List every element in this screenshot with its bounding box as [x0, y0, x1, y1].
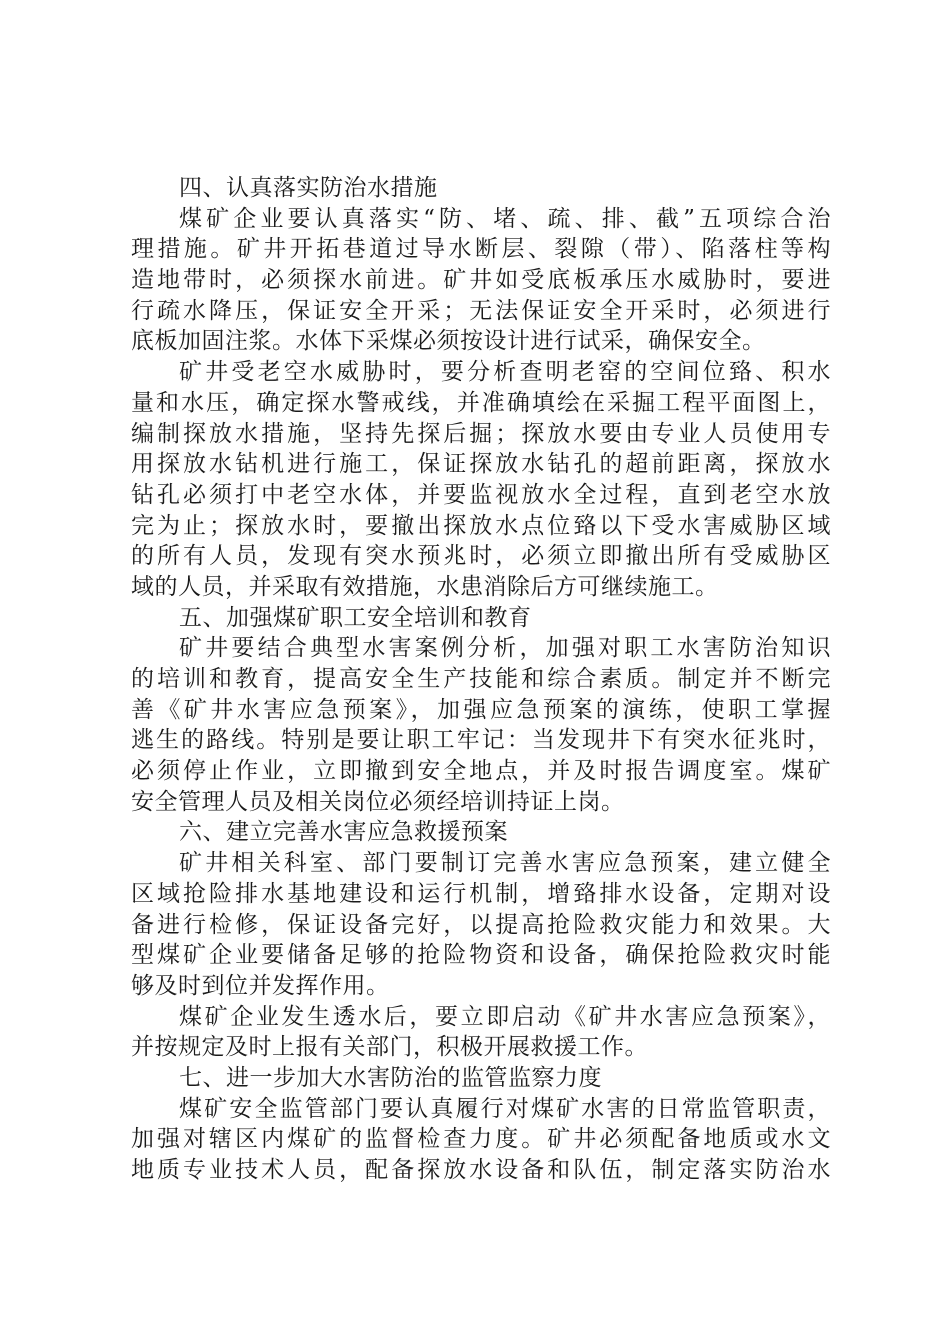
paragraph-line: 用探放水钻机进行施工，保证探放水钻孔的超前距离，探放水 [131, 451, 831, 478]
paragraph-line: 矿井相关科室、部门要制订完善水害应急预案，建立健全 [179, 850, 831, 877]
paragraph-line: 安全管理人员及相关岗位必须经培训持证上岗。 [131, 788, 625, 815]
section-heading-6: 六、建立完善水害应急救援预案 [179, 819, 508, 846]
paragraph-line: 造地带时，必须探水前进。矿井如受底板承压水威胁时，要进 [131, 267, 831, 294]
paragraph-line: 量和水压，确定探水警戒线，并准确填绘在采掘工程平面图上， [131, 389, 831, 416]
section-heading-7: 七、进一步加大水害防治的监管监察力度 [179, 1064, 602, 1091]
paragraph-line: 并按规定及时上报有关部门，积极开展救援工作。 [131, 1034, 648, 1061]
paragraph-line: 煤矿企业要认真落实“防、堵、疏、排、截”五项综合治 [179, 205, 831, 232]
paragraph-line: 域的人员，并采取有效措施，水患消除后方可继续施工。 [131, 573, 719, 600]
section-heading-5: 五、加强煤矿职工安全培训和教育 [179, 604, 532, 631]
paragraph-line: 善《矿井水害应急预案》，加强应急预案的演练，使职工掌握 [131, 696, 831, 723]
paragraph-line: 矿井受老空水威胁时，要分析查明老窑的空间位臵、积水 [179, 359, 831, 386]
paragraph-line: 地质专业技术人员，配备探放水设备和队伍，制定落实防治水 [131, 1157, 831, 1183]
paragraph-line: 编制探放水措施，坚持先探后掘；探放水要由专业人员使用专 [131, 420, 831, 447]
paragraph-line: 逃生的路线。特别是要让职工牢记：当发现井下有突水征兆时， [131, 727, 831, 754]
section-heading-4: 四、认真落实防治水措施 [179, 175, 438, 201]
document-page [131, 173, 831, 1186]
paragraph-line: 的培训和教育，提高安全生产技能和综合素质。制定并不断完 [131, 666, 831, 692]
paragraph-line: 的所有人员，发现有突水预兆时，必须立即撤出所有受威胁区 [131, 543, 831, 570]
paragraph-line: 完为止；探放水时，要撤出探放水点位臵以下受水害威胁区域 [131, 512, 831, 539]
paragraph-line: 钻孔必须打中老空水体，并要监视放水全过程，直到老空水放 [131, 481, 831, 508]
paragraph-line: 必须停止作业，立即撤到安全地点，并及时报告调度室。煤矿 [131, 758, 831, 785]
paragraph-line: 行疏水降压，保证安全开采；无法保证安全开采时，必须进行 [131, 297, 831, 324]
paragraph-line: 底板加固注浆。水体下采煤必须按设计进行试采，确保安全。 [131, 328, 766, 355]
paragraph-line: 够及时到位并发挥作用。 [131, 972, 390, 999]
paragraph-line: 加强对辖区内煤矿的监督检查力度。矿井必须配备地质或水文 [131, 1126, 831, 1153]
paragraph-line: 煤矿企业发生透水后，要立即启动《矿井水害应急预案》， [179, 1003, 831, 1030]
paragraph-line: 煤矿安全监管部门要认真履行对煤矿水害的日常监管职责， [179, 1095, 831, 1122]
paragraph-line: 型煤矿企业要储备足够的抢险物资和设备，确保抢险救灾时能 [131, 942, 831, 969]
paragraph-line: 矿井要结合典型水害案例分析，加强对职工水害防治知识 [179, 635, 831, 662]
paragraph-line: 备进行检修，保证设备完好，以提高抢险救灾能力和效果。大 [131, 911, 831, 938]
paragraph-line: 理措施。矿井开拓巷道过导水断层、裂隙（带）、陷落柱等构 [131, 236, 831, 263]
paragraph-line: 区域抢险排水基地建设和运行机制，增臵排水设备，定期对设 [131, 880, 831, 907]
